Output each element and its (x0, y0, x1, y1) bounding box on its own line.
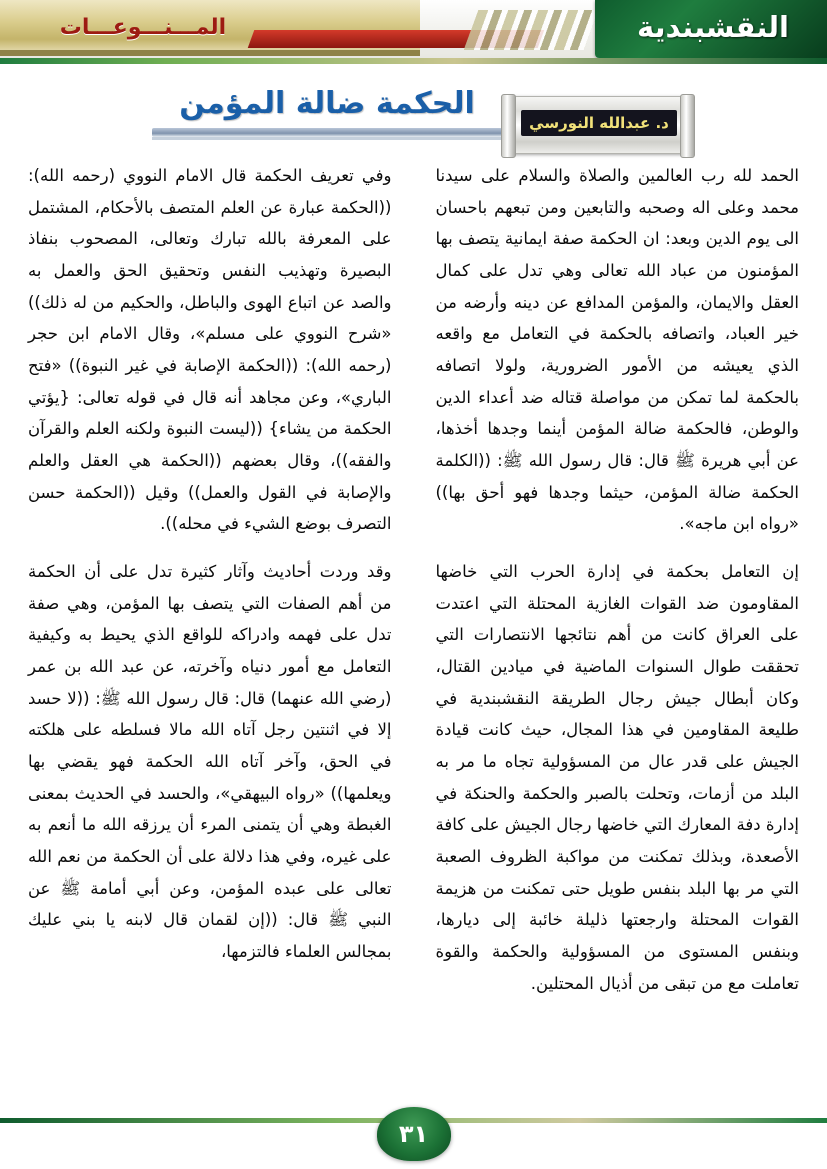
column-left (28, 160, 392, 1105)
article-body (0, 160, 827, 1105)
column-right (436, 160, 800, 1105)
magazine-logo: النقشبندية (637, 10, 789, 44)
title-zone (0, 70, 827, 150)
page-number-badge: ٣١ (377, 1107, 451, 1161)
page-header (0, 0, 827, 64)
header-diagonal-stripes (464, 10, 599, 50)
author-name: د. عبدالله النورسي (521, 110, 677, 136)
paragraph: وقد وردت أحاديث وآثار كثيرة تدل على أن الحكمة من أهم الصفات التي يتصف بها المؤمن، وهي صفة تدل على فهمه وادراكه للواقع الذي يحيط به وكيفية التعامل مع أمور دنياه وآخرته، عن عبد الله بن عمر (رضي الله عنهما) قال: قال رسول الله ﷺ: ((لا حسد إلا في اثنتين رجل آتاه الله مالا فسلطه على هلكته في الحق، وآخر آتاه الله الحكمة فهو يقضي بها ويعلمها)) «رواه البيهقي»، والحسد في الحديث بمعنى الغبطة وهي أن يتمنى المرء أن يرزقه الله ما أنعم به على غيره، وفي هذا دلالة على أن الحكمة من نعم الله تعالى على عبده المؤمن، وعن أبي أمامة ﷺ عن النبي ﷺ قال: ((إن لقمان قال لابنه يا بني عليك بمجالس العلماء فالتزمها، (28, 562, 392, 962)
page-footer (0, 1105, 827, 1169)
paragraph: إن التعامل بحكمة في إدارة الحرب التي خاضها المقاومون ضد القوات الغازية المحتلة التي اعتدت على العراق كانت من أهم نتائجها الانتصارات التي تحققت طوال السنوات الماضية في ميادين القتال، وكان أبطال جيش رجال الطريقة النقشبندية في طليعة المقاومين في هذا المجال، حيث كانت قيادة الجيش على قدر عال من المسؤولية تجاه ما مر به البلد من أزمات، وتحلت بالصبر والحكمة والحنكة في إدارة دفة المعارك التي خاضها رجال الجيش على كافة الأصعدة، وبذلك تمكنت من مواكبة الظروف الصعبة التي مر بها البلد بنفس طويل حتى تمكنت من هزيمة القوات المحتلة وارجعتها ذليلة خائبة إلى ديارها، وبنفس المستوى من المسؤولية والحكمة والقوة تعاملت مع من تبقى من أذيال المحتلين. (435, 562, 799, 993)
paragraph: الحمد لله رب العالمين والصلاة والسلام على سيدنا محمد وعلى اله وصحبه والتابعين ومن تبعهم باحسان الى يوم الدين وبعد: ان الحكمة صفة ايمانية يتصف بها المؤمنون من عباد الله تعالى وهي تدل على كمال العقل والايمان، والمؤمن المدافع عن دينه وأرضه من خير العباد، واتصافه بالحكمة في التعامل مع واقعه الذي يعيشه من الأمور الضرورية، ولولا اتصافه بالحكمة لما تمكن من مواصلة قتاله ضد أعداء الدين والوطن، فالحكمة ضالة المؤمن أينما وجدها أخذها، عن أبي هريرة ﷺ قال: قال رسول الله ﷺ: ((الكلمة الحكمة ضالة المؤمن، حيثما وجدها فهو أحق بها)) «رواه ابن ماجه». (435, 166, 799, 534)
header-bottom-rule (0, 58, 827, 64)
paragraph: وفي تعريف الحكمة قال الامام النووي (رحمه الله): ((الحكمة عبارة عن العلم المتصف بالأحكام، المشتمل على المعرفة بالله تبارك وتعالى، المصحوب بنفاذ البصيرة وتهذيب النفس وتحقيق الحق والعمل به والصد عن اتباع الهوى والباطل، والحكيم من له ذلك)) «شرح النووي على مسلم»، وقال الامام ابن حجر (رحمه الله): ((الحكمة الإصابة في غير النبوة)) «فتح الباري»، وعن مجاهد أنه قال في قوله تعالى: {يؤتي الحكمة من يشاء} ((ليست النبوة ولكنه العلم والقرآن والفقه))، وقال بعضهم ((الحكمة هي العقل والعلم والإصابة في القول والعمل)) وقيل ((الحكمة حسن التصرف بوضع الشيء في محله)). (28, 166, 392, 534)
article-title: الحكمة ضالة المؤمن (179, 86, 475, 121)
section-label: المـــنـــوعـــات (59, 14, 227, 40)
title-underline-ornament (152, 128, 502, 137)
